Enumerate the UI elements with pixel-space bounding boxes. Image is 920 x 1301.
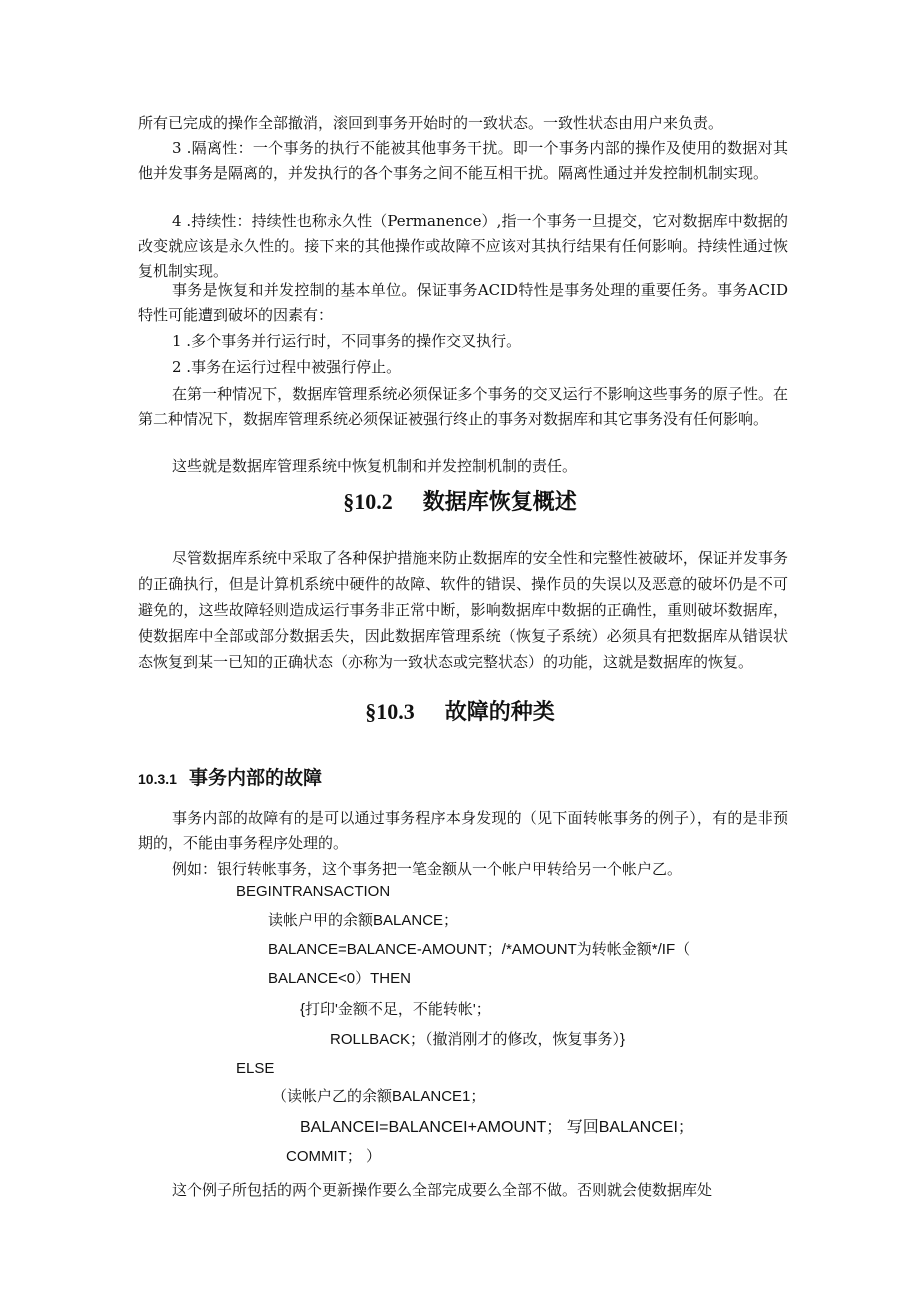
code-line-read-b: （读帐户乙的余额BALANCE1； <box>272 1088 486 1105</box>
paragraph-responsibility: 这些就是数据库管理系统中恢复机制和并发控制机制的责任。 <box>172 457 578 475</box>
section-title: 数据库恢复概述 <box>422 489 577 515</box>
paragraph-acid-intro: 事务是恢复和并发控制的基本单位。保证事务ACID特性是事务处理的重要任务。事务ACID特性可能遭到破坏的因素有： <box>138 281 788 324</box>
paragraph-recovery-overview: 尽管数据库系统中采取了各种保护措施来防止数据库的安全性和完整性被破坏，保证并发事务的正确执行，但是计算机系统中硬件的故障、软件的错误、操作员的失误以及恶意的破坏仍是不可避免的，这些故障轻则造成运行事务非正常中断，影响数据库中数据的正确性，重则破坏数据库，使数据库中全部或部分数据丢失，因此数据库管理系统（恢复子系统）必须具有把数据库从错误状态恢复到某一已知的正确状态（亦称为一致状态或完整状态）的功能，这就是数据库的恢复。 <box>138 549 788 671</box>
list-item-factor-1: 1 .多个事务并行运行时，不同事务的操作交叉执行。 <box>172 332 522 350</box>
code-line-condition: BALANCE<0）THEN <box>268 970 411 987</box>
code-line-subtract: BALANCE=BALANCE-AMOUNT；/*AMOUNT为转帐金额*/IF（ <box>268 941 691 958</box>
code-line-begin: BEGINTRANSACTION <box>236 883 391 900</box>
section-title: 故障的种类 <box>444 699 555 725</box>
code-line-add: BALANCEI=BALANCEI+AMOUNT； 写回BALANCEI； <box>300 1119 694 1136</box>
section-number: §10.3 <box>365 699 415 724</box>
paragraph-internal-fault: 事务内部的故障有的是可以通过事务程序本身发现的（见下面转帐事务的例子），有的是非预期的，不能由事务程序处理的。 <box>138 809 788 852</box>
section-heading-10-2 <box>0 485 920 516</box>
code-line-commit: COMMIT； ） <box>286 1148 381 1165</box>
section-heading-10-3 <box>0 695 920 726</box>
section-number: §10.2 <box>343 489 393 514</box>
subsection-heading-10-3-1 <box>138 763 322 790</box>
code-line-rollback: ROLLBACK；（撤消刚才的修改，恢复事务）} <box>330 1031 626 1048</box>
paragraph-consistency-tail: 所有已完成的操作全部撤消，滚回到事务开始时的一致状态。一致性状态由用户来负责。 <box>138 114 724 132</box>
code-line-else: ELSE <box>236 1060 275 1077</box>
list-item-factor-2: 2 .事务在运行过程中被强行停止。 <box>172 358 402 376</box>
subsection-title: 事务内部的故障 <box>188 767 322 789</box>
code-line-read-a: 读帐户甲的余额BALANCE； <box>268 912 459 929</box>
paragraph-closing: 这个例子所包括的两个更新操作要么全部完成要么全部不做。否则就会使数据库处 <box>172 1181 713 1199</box>
paragraph-cases: 在第一种情况下，数据库管理系统必须保证多个事务的交叉运行不影响这些事务的原子性。在第二种情况下，数据库管理系统必须保证被强行终止的事务对数据库和其它事务没有任何影响。 <box>138 385 788 428</box>
paragraph-isolation: 3 .隔离性：一个事务的执行不能被其他事务干扰。即一个事务内部的操作及使用的数据对其他并发事务是隔离的，并发执行的各个事务之间不能互相干扰。隔离性通过并发控制机制实现。 <box>138 139 788 182</box>
paragraph-durability: 4 .持续性：持续性也称永久性（Permanence）,指一个事务一旦提交，它对数据库中数据的改变就应该是永久性的。接下来的其他操作或故障不应该对其执行结果有任何影响。持续性通过恢复机制实现。 <box>138 212 788 280</box>
paragraph-example: 例如：银行转帐事务，这个事务把一笔金额从一个帐户甲转给另一个帐户乙。 <box>172 860 683 878</box>
code-line-print: {打印'金额不足，不能转帐'； <box>300 1001 491 1018</box>
subsection-number: 10.3.1 <box>138 771 177 787</box>
